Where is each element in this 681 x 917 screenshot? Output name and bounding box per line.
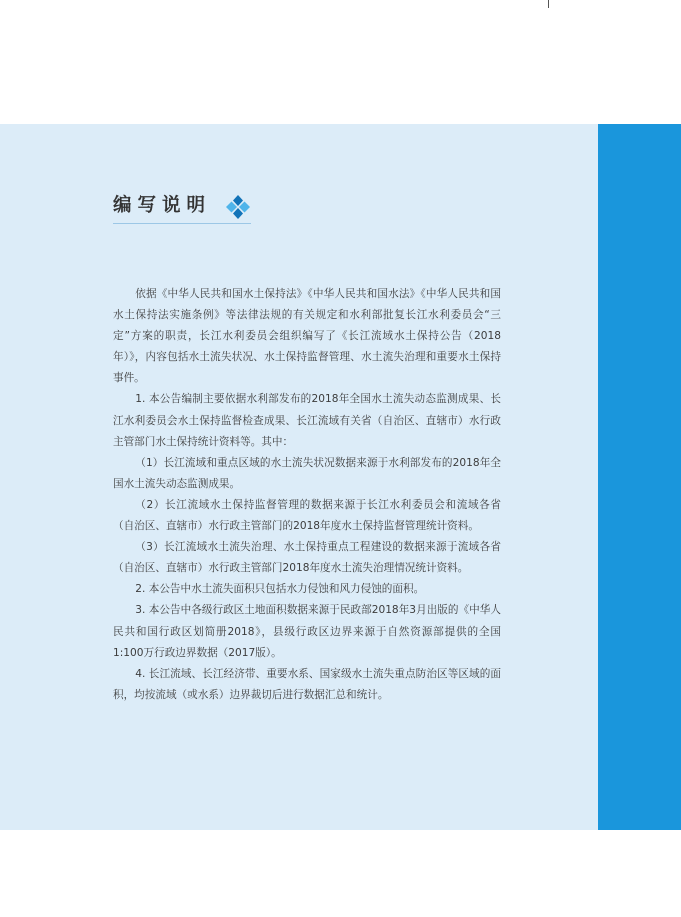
item-1-1-paragraph: （1）长江流域和重点区域的水土流失状况数据来源于水利部发布的2018年全国水土流失动态监测成果。 — [113, 456, 501, 490]
item-1-2-paragraph: （2）长江流域水土保持监督管理的数据来源于长江水利委员会和流域各省（自治区、直辖市）水行政主管部门的2018年度水土保持监督管理统计资料。 — [113, 498, 501, 533]
item-2-paragraph: 2. 本公告中水土流失面积只包括水力侵蚀和风力侵蚀的面积。 — [135, 583, 425, 596]
four-diamonds-icon — [225, 194, 251, 220]
intro-paragraph: 依据《中华人民共和国水土保持法》《中华人民共和国水法》《中华人民共和国水土保持法实施条例》等法律法规的有关规定和水利部批复长江水利委员会“三定”方案的职责，长江水利委员会组织编写了《长江流域水土保持公告（2018年）》，内容包括水土流失状况、水土保持监督管理、水土流失治理和重要水土保持事件。 — [113, 288, 501, 385]
page-title: 编写说明 — [113, 195, 212, 216]
side-color-strip — [598, 124, 681, 830]
item-3-paragraph: 3. 本公告中各级行政区土地面积数据来源于民政部2018年3月出版的《中华人民共和国行政区划简册2018》，县级行政区边界来源于自然资源部提供的全国1:100万行政边界数据（2017版）。 — [113, 604, 501, 659]
crop-mark — [548, 0, 549, 8]
item-1-paragraph: 1. 本公告编制主要依据水利部发布的2018年全国水土流失动态监测成果、长江水利委员会水土保持监督检查成果、长江流域有关省（自治区、直辖市）水行政主管部门水土保持统计资料等。其中： — [113, 393, 501, 448]
body-text — [113, 284, 501, 706]
item-1-3-paragraph: （3）长江流域水土流失治理、水土保持重点工程建设的数据来源于流域各省（自治区、直辖市）水行政主管部门2018年度水土流失治理情况统计资料。 — [113, 541, 501, 575]
item-4-paragraph: 4. 长江流域、长江经济带、重要水系、国家级水土流失重点防治区等区域的面积，均按流域（或水系）边界裁切后进行数据汇总和统计。 — [113, 667, 501, 701]
section-header — [113, 193, 251, 224]
